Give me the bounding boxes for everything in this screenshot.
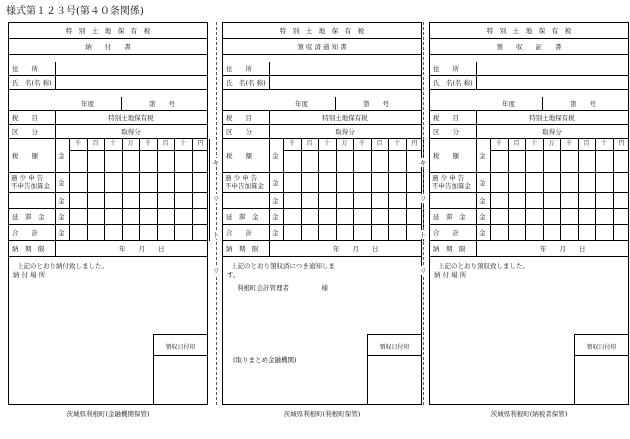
total-label: 合 計 (12, 229, 38, 237)
yen-mark: 金 (479, 152, 486, 160)
amount-grid (9, 139, 207, 241)
address-label: 住 所 (226, 65, 252, 73)
doc-title-row (9, 39, 207, 55)
year-label: 年度 (295, 100, 308, 108)
digit-header: 万 (548, 140, 555, 147)
due-date-row (223, 241, 421, 257)
penalty-label-1: 過 少 申 告 (11, 174, 44, 182)
late-fee-label: 延 滞 金 (226, 213, 259, 221)
tax-form-1 (8, 22, 208, 405)
yen-mark: 金 (58, 229, 65, 237)
form-footer: 茨城県利根町(利根町保管) (283, 410, 361, 418)
amount-grid-line (406, 139, 407, 241)
late-fee-label: 延 滞 金 (12, 213, 45, 221)
amount-grid-line (157, 139, 158, 241)
form-footer: 茨城県利根町(納税者保管) (490, 410, 568, 418)
year-label: 年度 (81, 100, 94, 108)
body-text-1: 上記のとおり納付致しました。 (17, 262, 108, 270)
amount-grid-line (122, 139, 123, 241)
body-text-1: 上記のとおり領収済につき通知しま (231, 262, 335, 270)
receipt-stamp-label: 領収日付印 (379, 344, 410, 351)
due-date-value: 年 月 日 (119, 245, 165, 253)
doc-title: 領 収 済 通 知 書 (297, 43, 347, 51)
year-row (9, 97, 207, 111)
name-row (430, 76, 628, 90)
tax-item-row (223, 111, 421, 125)
tax-title-row (223, 23, 421, 39)
cut-mark-label: リ (212, 267, 220, 275)
tax-title-row (9, 23, 207, 39)
digit-header: 百 (583, 140, 590, 147)
name-label: 氏 名(名 称) (226, 79, 266, 87)
amount-grid-line (490, 139, 491, 241)
tax-item-value: 特別土地保有税 (322, 114, 368, 122)
total-label: 合 計 (433, 229, 459, 237)
tax-amount-label: 税 額 (433, 152, 459, 160)
amount-grid-line (283, 139, 284, 241)
category-value: 取得分 (121, 128, 141, 136)
address-row (9, 62, 207, 76)
late-fee-label: 延 滞 金 (433, 213, 466, 221)
amount-grid-line (388, 139, 389, 241)
digit-header: 十 (179, 140, 186, 147)
digit-header: 十 (530, 140, 537, 147)
amount-grid-line (371, 139, 372, 241)
amount-grid-line (209, 139, 210, 241)
form-number-header: 様式第１２３号(第４０条関係) (6, 6, 144, 17)
yen-mark: 金 (272, 179, 279, 187)
tax-title: 特 別 土 地 保 有 税 (486, 27, 572, 35)
doc-title: 納 付 書 (85, 43, 131, 51)
amount-grid-line (508, 139, 509, 241)
tax-amount-label: 税 額 (226, 152, 252, 160)
digit-header: 百 (162, 140, 169, 147)
yen-mark: 金 (272, 152, 279, 160)
category-row (223, 125, 421, 139)
category-label: 区 分 (226, 128, 252, 136)
cut-mark-label: リ (419, 267, 427, 275)
address-row (430, 62, 628, 76)
digit-header: 千 (288, 140, 295, 147)
number-label: 第 号 (363, 100, 389, 108)
tax-amount-label: 税 額 (12, 152, 38, 160)
digit-header: 千 (74, 140, 81, 147)
yen-mark: 金 (58, 197, 65, 205)
yen-mark: 金 (479, 213, 486, 221)
body-text-2: 納 付 場 所 (434, 271, 467, 279)
amount-grid-line (336, 139, 337, 241)
penalty-label-2: 不申告加算金 (432, 182, 471, 190)
digit-header: 万 (127, 140, 134, 147)
amount-grid-line (174, 139, 175, 241)
digit-header: 百 (92, 140, 99, 147)
tax-form-2 (222, 22, 422, 405)
tax-item-value: 特別土地保有税 (108, 114, 154, 122)
due-date-label: 納 期 限 (226, 245, 259, 253)
body-text-1: 上記のとおり領収致しました。 (438, 262, 529, 270)
category-value: 取得分 (335, 128, 355, 136)
category-row (9, 125, 207, 139)
amount-grid-line (87, 139, 88, 241)
amount-grid-line (578, 139, 579, 241)
digit-header: 円 (411, 140, 418, 147)
yen-mark: 金 (272, 213, 279, 221)
amount-grid (430, 139, 628, 241)
digit-header: 千 (565, 140, 572, 147)
yen-mark: 金 (58, 152, 65, 160)
yen-mark: 金 (479, 179, 486, 187)
penalty-label-1: 過 少 申 告 (432, 174, 465, 182)
cut-mark-label: キ (419, 159, 427, 167)
name-row (223, 76, 421, 90)
due-date-value: 年 月 日 (333, 245, 379, 253)
amount-grid-line (613, 139, 614, 241)
cut-mark-label: ト (212, 231, 220, 239)
digit-header: 円 (618, 140, 625, 147)
amount-grid-line (69, 139, 70, 241)
receipt-stamp-box (153, 334, 207, 404)
digit-header: 百 (306, 140, 313, 147)
category-label: 区 分 (433, 128, 459, 136)
yen-mark: 金 (58, 213, 65, 221)
yen-mark: 金 (272, 229, 279, 237)
penalty-label-1: 過 少 申 告 (225, 174, 258, 182)
cut-mark-label: リ (419, 195, 427, 203)
amount-grid-line (560, 139, 561, 241)
tax-item-label: 税 目 (433, 114, 459, 122)
digit-header: 十 (109, 140, 116, 147)
digit-header: 百 (513, 140, 520, 147)
digit-header: 千 (144, 140, 151, 147)
penalty-label-2: 不申告加算金 (11, 182, 50, 190)
yen-mark: 金 (479, 229, 486, 237)
tax-form-3 (429, 22, 629, 405)
digit-header: 十 (393, 140, 400, 147)
category-row (430, 125, 628, 139)
yen-mark: 金 (479, 197, 486, 205)
due-date-row (430, 241, 628, 257)
receipt-stamp-box (574, 334, 628, 404)
amount-grid-line (543, 139, 544, 241)
tax-item-label: 税 目 (12, 114, 38, 122)
cut-mark-label: ト (419, 231, 427, 239)
due-date-row (9, 241, 207, 257)
digit-header: 千 (358, 140, 365, 147)
amount-grid-line (301, 139, 302, 241)
body-text-3: 利根町会計管理者 様 (237, 284, 328, 292)
amount-grid-line (104, 139, 105, 241)
name-label: 氏 名(名 称) (12, 79, 52, 87)
year-row (223, 97, 421, 111)
doc-title: 領 収 証 書 (496, 43, 562, 51)
doc-title-row (223, 39, 421, 55)
tax-item-value: 特別土地保有税 (529, 114, 575, 122)
cut-line-2 (423, 22, 424, 405)
address-label: 住 所 (433, 65, 459, 73)
amount-grid-line (192, 139, 193, 241)
digit-header: 万 (341, 140, 348, 147)
address-label: 住 所 (12, 65, 38, 73)
cut-mark-label: リ (212, 195, 220, 203)
amount-grid-line (595, 139, 596, 241)
receipt-stamp-label: 領収日付印 (586, 344, 617, 351)
tax-item-row (9, 111, 207, 125)
number-label: 第 号 (570, 100, 596, 108)
digit-header: 百 (376, 140, 383, 147)
category-label: 区 分 (12, 128, 38, 136)
year-row (430, 97, 628, 111)
amount-grid-line (318, 139, 319, 241)
yen-mark: 金 (272, 197, 279, 205)
penalty-label-2: 不申告加算金 (225, 182, 264, 190)
year-label: 年度 (502, 100, 515, 108)
collecting-bank-note: (取りまとめ金融機関) (233, 356, 297, 364)
amount-grid-line (525, 139, 526, 241)
digit-header: 千 (495, 140, 502, 147)
digit-header: 円 (197, 140, 204, 147)
due-date-label: 納 期 限 (12, 245, 45, 253)
digit-header: 十 (323, 140, 330, 147)
category-value: 取得分 (542, 128, 562, 136)
tax-title: 特 別 土 地 保 有 税 (279, 27, 365, 35)
cut-line-1 (216, 22, 217, 405)
receipt-stamp-box (367, 334, 421, 404)
total-label: 合 計 (226, 229, 252, 237)
yen-mark: 金 (58, 179, 65, 187)
name-row (9, 76, 207, 90)
amount-grid-line (139, 139, 140, 241)
due-date-value: 年 月 日 (540, 245, 586, 253)
tax-title-row (430, 23, 628, 39)
body-text-2: 納 付 場 所 (13, 271, 46, 279)
due-date-label: 納 期 限 (433, 245, 466, 253)
cut-mark-label: キ (212, 159, 220, 167)
form-footer: 茨城県利根町(金融機関保管) (66, 410, 150, 418)
amount-grid (223, 139, 421, 241)
tax-title: 特 別 土 地 保 有 税 (65, 27, 151, 35)
body-text-2: す。 (227, 271, 240, 279)
address-row (223, 62, 421, 76)
number-label: 第 号 (149, 100, 175, 108)
receipt-stamp-label: 領収日付印 (165, 344, 196, 351)
name-label: 氏 名(名 称) (433, 79, 473, 87)
digit-header: 十 (600, 140, 607, 147)
tax-item-row (430, 111, 628, 125)
doc-title-row (430, 39, 628, 55)
tax-item-label: 税 目 (226, 114, 252, 122)
amount-grid-line (353, 139, 354, 241)
